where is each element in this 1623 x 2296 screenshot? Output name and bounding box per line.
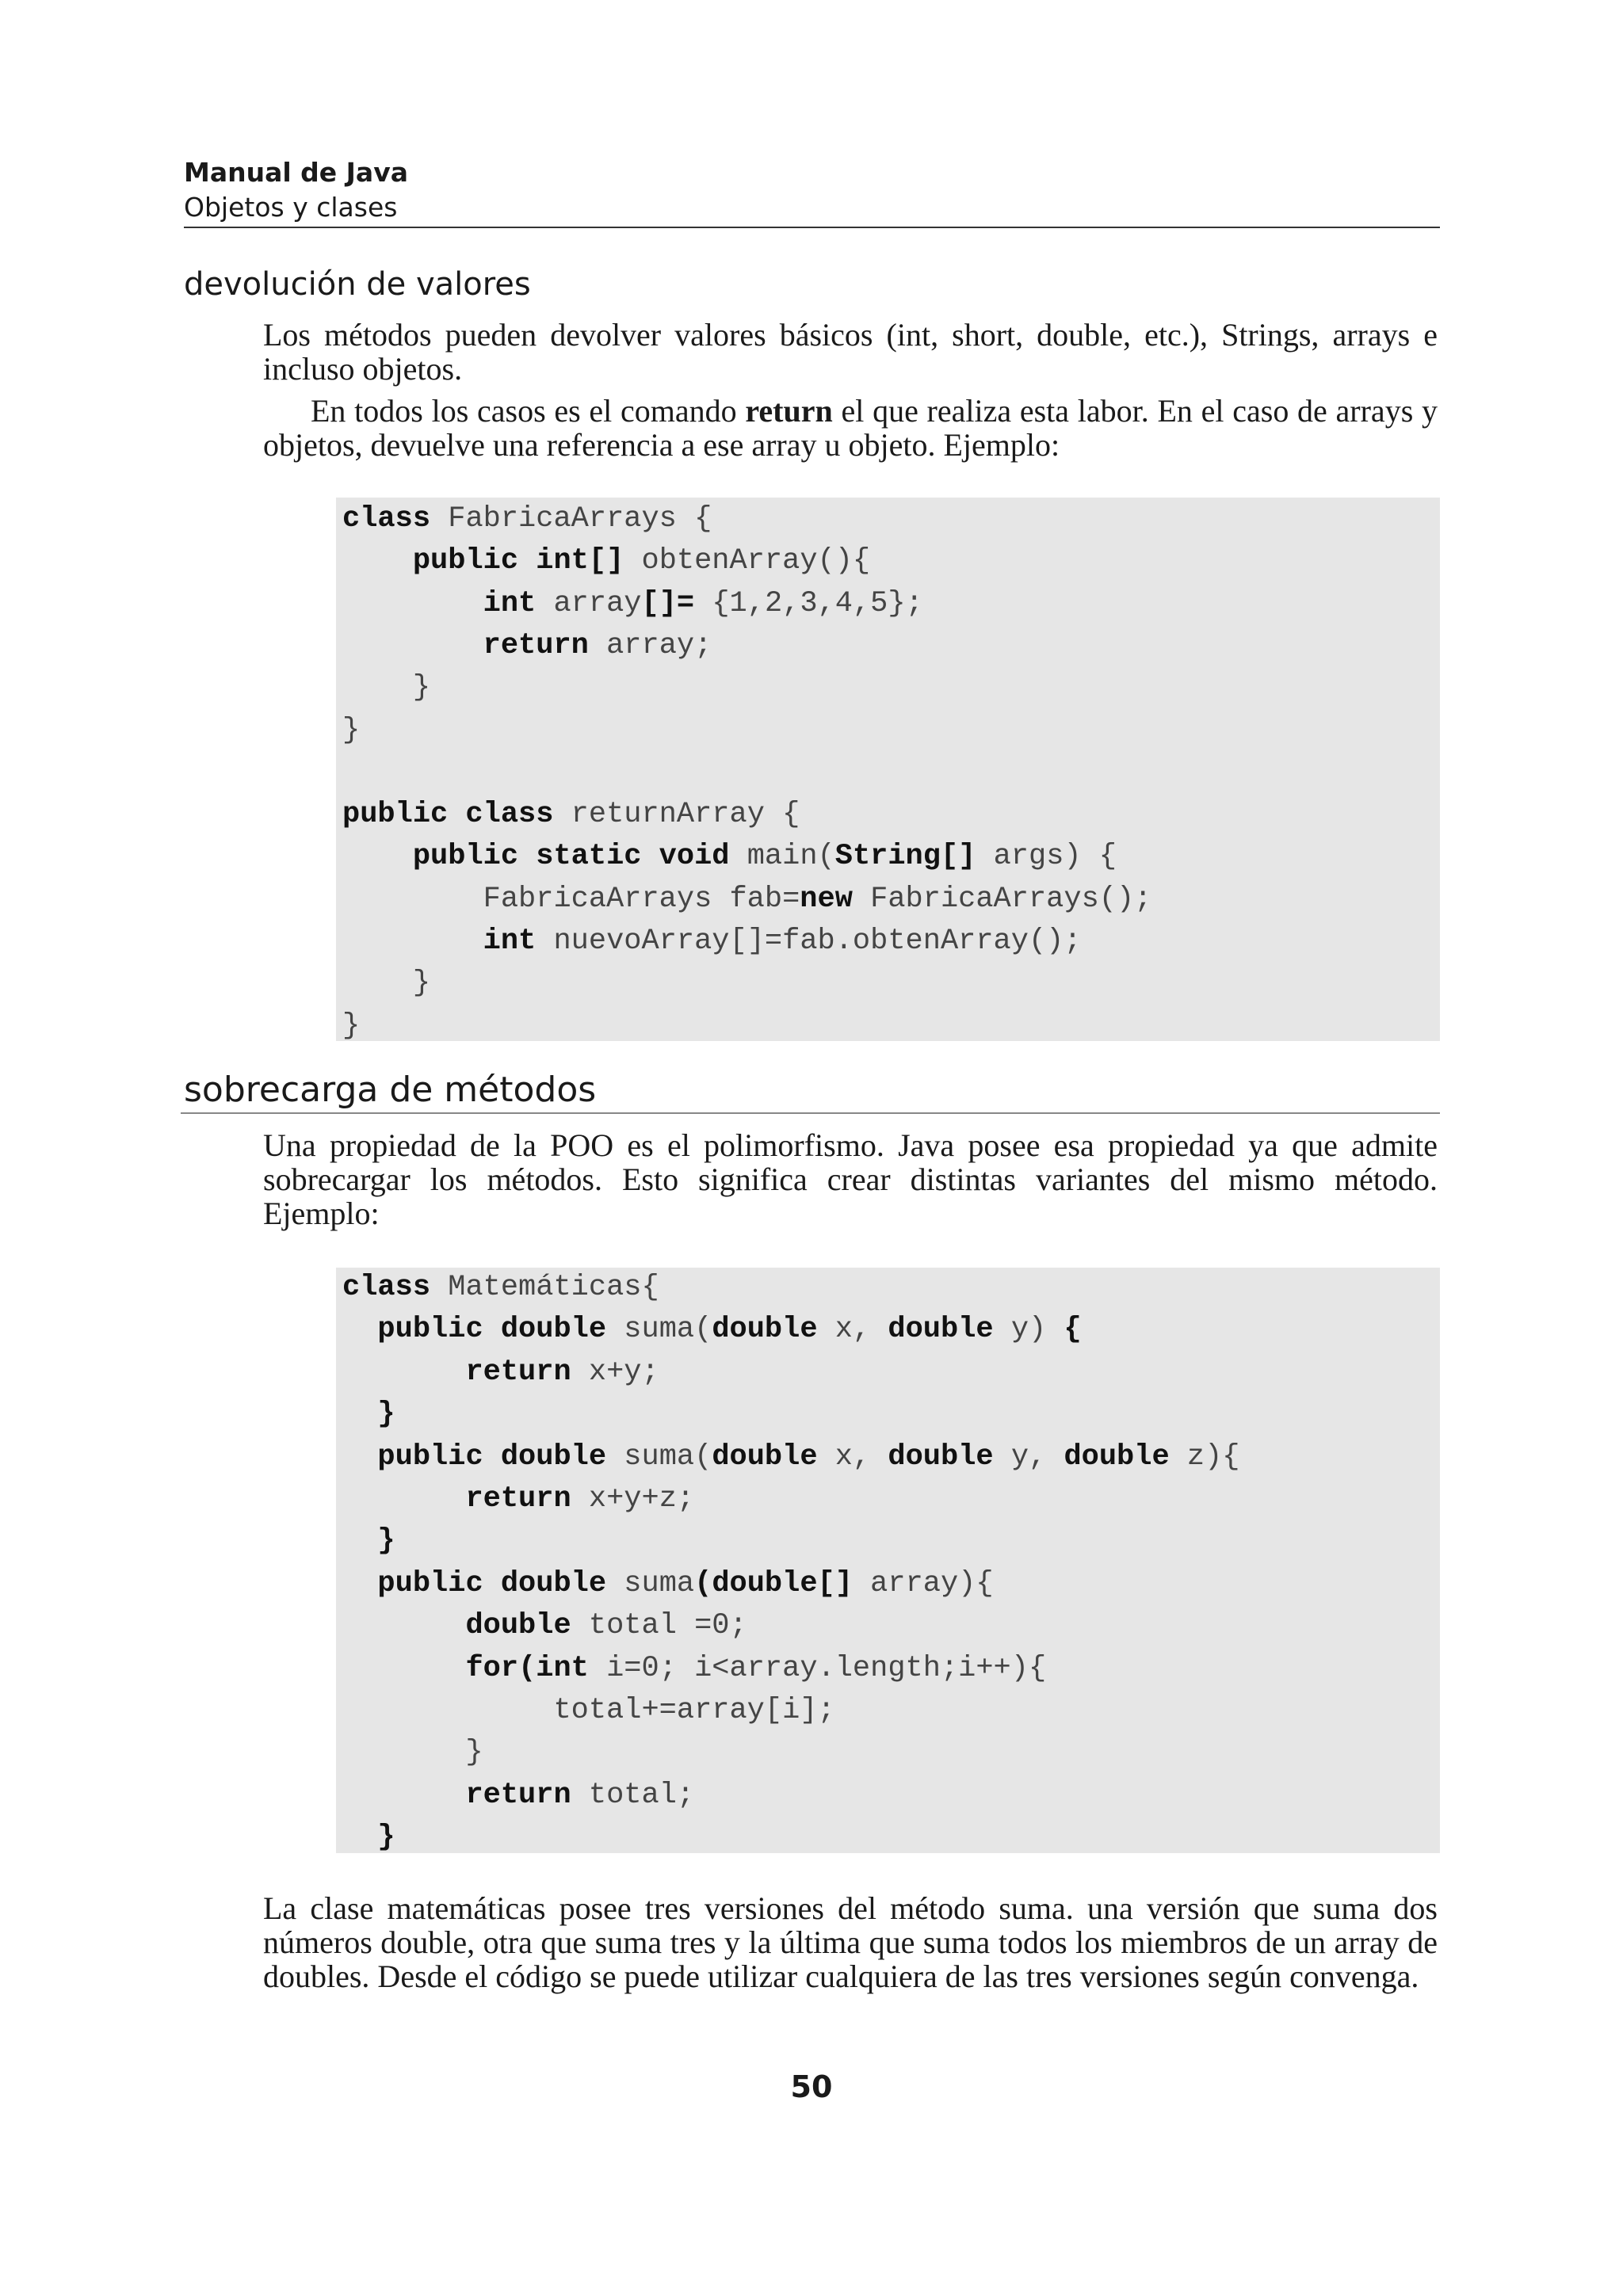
- code-text: Matemáticas{: [430, 1271, 659, 1304]
- code-text: [342, 1524, 377, 1558]
- code-text: [342, 1567, 377, 1600]
- code-text: args) {: [976, 840, 1117, 874]
- code-keyword: public double: [377, 1566, 607, 1600]
- code-line: [342, 1649, 1046, 1688]
- code-line: [342, 711, 360, 750]
- paragraph-polimorfismo: Una propiedad de la POO es el polimorfismo. Java posee esa propiedad ya que admite sobrecargar los métodos. Esto significa crear distintas variantes del mismo método. Ejemplo:: [263, 1127, 1438, 1231]
- code-keyword: }: [377, 1398, 395, 1432]
- code-keyword: int: [483, 925, 537, 958]
- code-text: x+y;: [571, 1355, 659, 1389]
- code-keyword: class: [342, 502, 431, 536]
- code-line: [342, 1268, 659, 1307]
- chapter-title: Objetos y clases: [184, 192, 398, 223]
- code-text: }: [342, 1736, 483, 1770]
- section-title-sobrecarga: sobrecarga de métodos: [184, 1070, 597, 1110]
- code-line: [342, 1817, 395, 1857]
- code-keyword: public class: [342, 798, 554, 832]
- code-text: x+y+z;: [571, 1482, 695, 1516]
- code-text: x,: [817, 1313, 888, 1347]
- code-keyword: double: [465, 1609, 571, 1643]
- code-line: [342, 1394, 395, 1434]
- code-block-fabrica-arrays: [336, 498, 1440, 1041]
- code-keyword: public int[]: [412, 544, 624, 578]
- code-text: [342, 925, 483, 958]
- code-keyword: return: [465, 1355, 571, 1389]
- code-text: returnArray {: [553, 798, 800, 832]
- code-text: [342, 1779, 465, 1812]
- code-keyword: double: [712, 1313, 818, 1347]
- code-keyword: }: [377, 1524, 395, 1558]
- code-text: suma(: [606, 1313, 712, 1347]
- code-keyword: for(int: [465, 1651, 589, 1685]
- code-text: obtenArray(){: [624, 544, 871, 578]
- code-line: [342, 1564, 994, 1604]
- code-text: FabricaArrays();: [852, 882, 1152, 916]
- code-text: }: [342, 671, 431, 705]
- code-text: main(: [729, 840, 835, 874]
- code-line: [342, 795, 800, 834]
- code-line: [342, 963, 430, 1003]
- code-line: [342, 584, 923, 624]
- code-text: [342, 1313, 377, 1346]
- book-title: Manual de Java: [184, 157, 408, 188]
- paragraph-return-text-a: En todos los casos es el comando: [311, 393, 746, 429]
- code-line: [342, 1437, 1240, 1477]
- code-text: }: [342, 1009, 361, 1043]
- code-text: suma: [606, 1566, 695, 1600]
- code-text: }: [342, 713, 361, 747]
- running-header: [184, 155, 1440, 225]
- code-text: [342, 544, 413, 578]
- code-line: [342, 1775, 694, 1815]
- code-keyword: double: [888, 1313, 994, 1347]
- code-keyword: public double: [377, 1313, 607, 1347]
- code-line: [342, 1733, 483, 1772]
- code-text: total =0;: [571, 1609, 747, 1643]
- code-text: [342, 1356, 465, 1389]
- code-line: [342, 1606, 747, 1646]
- paragraph-return: [263, 394, 1438, 462]
- code-line: [342, 1521, 395, 1561]
- code-line: [342, 837, 1117, 876]
- section-rule: [181, 1112, 1440, 1114]
- code-keyword: double: [712, 1440, 818, 1474]
- code-keyword: return: [465, 1778, 571, 1812]
- code-text: [342, 1821, 377, 1854]
- code-text: }: [342, 967, 431, 1001]
- code-line: [342, 1310, 1082, 1349]
- code-text: [342, 1440, 377, 1474]
- code-text: suma(: [606, 1440, 712, 1474]
- code-text: z){: [1169, 1440, 1240, 1474]
- code-text: nuevoArray[]=fab.obtenArray();: [536, 925, 1082, 958]
- code-keyword: String[]: [834, 840, 976, 874]
- code-text: array;: [588, 628, 712, 662]
- code-keyword: int: [483, 586, 537, 620]
- code-line: [342, 541, 870, 581]
- code-line: [342, 879, 1151, 919]
- code-text: FabricaArrays {: [430, 502, 712, 536]
- code-text: total+=array[i];: [342, 1694, 835, 1727]
- page-number: 50: [790, 2069, 833, 2104]
- code-line: [342, 1479, 694, 1519]
- code-line: [342, 668, 430, 707]
- code-text: [342, 1609, 465, 1642]
- code-text: [342, 1652, 465, 1685]
- code-keyword: }: [377, 1821, 395, 1855]
- code-keyword: class: [342, 1271, 431, 1304]
- code-keyword: public static void: [412, 840, 730, 874]
- code-keyword: (double[]: [694, 1566, 853, 1600]
- code-text: x,: [817, 1440, 888, 1474]
- code-text: y,: [993, 1440, 1064, 1474]
- code-text: FabricaArrays fab=: [342, 882, 800, 916]
- section-title-devolucion: devolución de valores: [184, 266, 531, 303]
- code-text: [342, 1482, 465, 1516]
- code-text: [342, 840, 413, 873]
- code-block-matematicas: [336, 1268, 1440, 1853]
- code-line: [342, 1691, 835, 1730]
- code-keyword: []=: [641, 586, 695, 620]
- code-line: [342, 1006, 360, 1046]
- code-text: i=0; i<array.length;i++){: [588, 1651, 1047, 1685]
- code-keyword: double: [888, 1440, 994, 1474]
- paragraph-return-text-b: el que realiza esta labor. En el caso de arrays y objetos, devuelve una referencia a ese array u objeto. Ejemplo:: [263, 393, 1438, 463]
- code-text: {1,2,3,4,5};: [694, 586, 923, 620]
- code-text: [342, 629, 483, 662]
- return-keyword: return: [745, 393, 833, 429]
- code-keyword: new: [800, 882, 853, 916]
- code-text: y): [993, 1313, 1064, 1347]
- code-text: array: [536, 586, 642, 620]
- code-line: [342, 921, 1082, 961]
- code-keyword: return: [483, 628, 589, 662]
- code-text: [342, 587, 483, 620]
- code-line: [342, 1352, 659, 1392]
- code-text: [342, 1398, 377, 1431]
- code-keyword: double: [1064, 1440, 1170, 1474]
- code-keyword: public double: [377, 1440, 607, 1474]
- code-keyword: return: [465, 1482, 571, 1516]
- code-line: [342, 499, 712, 539]
- header-rule: [184, 227, 1440, 228]
- paragraph-intro: Los métodos pueden devolver valores básicos (int, short, double, etc.), Strings, arrays e incluso objetos.: [263, 317, 1438, 387]
- code-text: total;: [571, 1778, 695, 1812]
- code-keyword: {: [1064, 1313, 1082, 1347]
- code-text: array){: [852, 1566, 994, 1600]
- code-line: [342, 626, 712, 666]
- paragraph-conclusion: La clase matemáticas posee tres versiones del método suma. una versión que suma dos números double, otra que suma tres y la última que suma todos los miembros de un array de doubles. Desde el código se puede utilizar cualquiera de las tres versiones según convenga.: [263, 1890, 1438, 1994]
